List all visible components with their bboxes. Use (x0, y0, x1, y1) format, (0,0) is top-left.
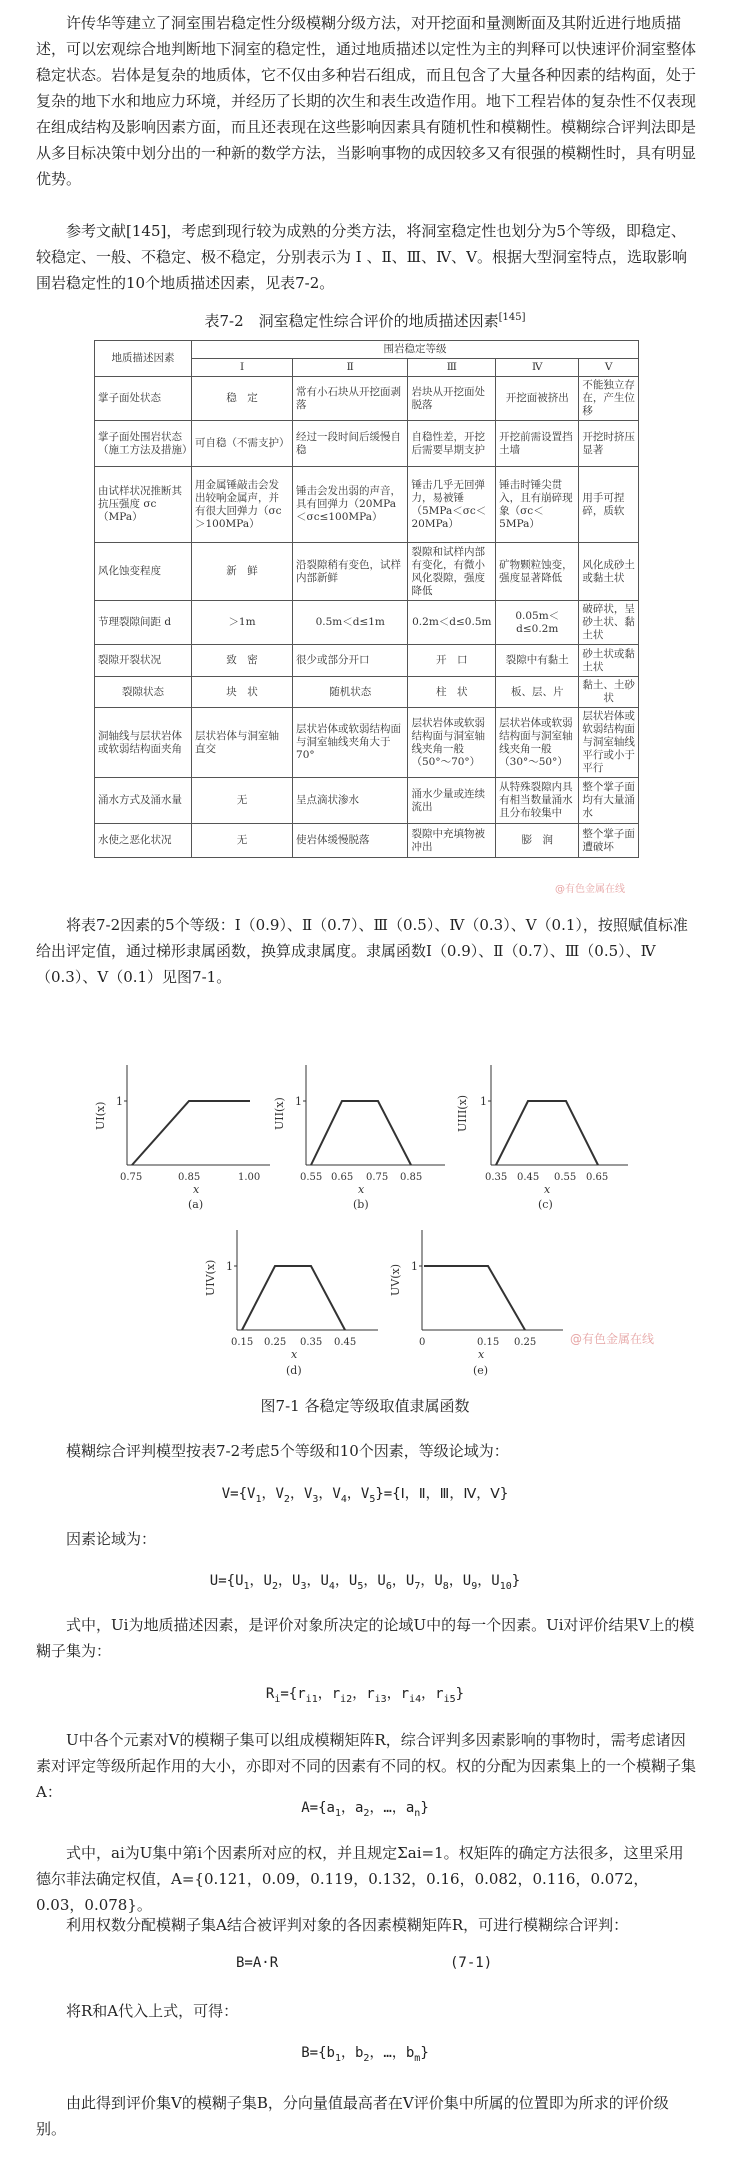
table-cell: 从特殊裂隙内具有相当数量涌水且分布较集中 (496, 778, 579, 824)
panel-d-curve (242, 1266, 345, 1330)
table-cell: 裂隙中有黏土 (496, 645, 579, 677)
panel-c-tick-1: 0.45 (517, 1172, 540, 1183)
paragraph-factor-domain: 因素论域为： (66, 1530, 157, 1548)
table-cell: 锤击会发出弱的声音，具有回弹力（20MPa＜σc≤100MPa） (293, 467, 408, 543)
panel-e-y-tick-label: 1 (411, 1260, 418, 1273)
table-cell: 随机状态 (293, 677, 408, 708)
formula-weight-set: $A=\{a_1$，$a_2$，…，$a_n$} (301, 1800, 429, 1819)
table-cell: 锤击时锤尖贯入，且有崩碎现象（σc＜5MPa） (496, 467, 579, 543)
paragraph-grading: 参考文献[145]，考虑到现行较为成熟的分类方法，将洞室稳定性也划分为5个等级，即稳定、较稳定、一般、不稳定、极不稳定，分别表示为 Ⅰ 、Ⅱ、Ⅲ、Ⅳ、Ⅴ。根据大型洞室特点，选取影响围岩稳定性的10个地质描述因素，见表7-2。 (36, 222, 687, 292)
paragraph-evaluation: 利用权数分配模糊子集A结合被评判对象的各因素模糊矩阵R，可进行模糊综合评判： (66, 1916, 629, 1934)
table-cell: 使岩体缓慢脱落 (293, 824, 408, 858)
table-cell: 自稳性差，开挖后需要早期支护 (408, 421, 496, 467)
table-cell: 矿物颗粒蚀变，强度显著降低 (496, 543, 579, 601)
table-cell: 0.2m＜d≤0.5m (408, 601, 496, 645)
panel-a-curve (132, 1101, 250, 1165)
table-cell: 常有小石块从开挖面剥落 (293, 377, 408, 421)
panel-c-tick-3: 0.65 (586, 1172, 609, 1183)
panel-d-y-tick-label: 1 (226, 1260, 233, 1273)
level-header-3: Ⅲ (408, 359, 496, 377)
table-row (95, 778, 639, 824)
level-header-5: Ⅴ (579, 359, 639, 377)
table-cell: 裂隙和试样内部有变化，有微小风化裂隙，强度降低 (408, 543, 496, 601)
paragraph-conclusion: 由此得到评价集V的模糊子集B，分向量值最高者在V评价集中所属的位置即为所求的评价级别。 (36, 2094, 669, 2138)
panel-a-x-label: x (193, 1183, 200, 1196)
table-cell: 柱 状 (408, 677, 496, 708)
table-cell: 层状岩体与洞室轴直交 (192, 708, 293, 778)
paragraph-fuzzy-subset: 式中，Ui为地质描述因素，是评价对象所决定的论域U中的每一个因素。Ui对评价结果V上的模糊子集为： (36, 1616, 695, 1660)
table-group-header: 围岩稳定等级 (192, 341, 639, 359)
table-cell: 膨 润 (496, 824, 579, 858)
panel-e (389, 1230, 563, 1377)
table-cell: 很少或部分开口 (293, 645, 408, 677)
table-cell: 层状岩体或软弱结构面与洞室轴线夹角一般（30°～50°） (496, 708, 579, 778)
panel-e-tick-0: 0 (419, 1337, 426, 1348)
table-row (95, 467, 639, 543)
table-cell: 板、层、片 (496, 677, 579, 708)
panel-b (273, 1065, 445, 1211)
table-cell: 无 (192, 824, 293, 858)
table-cell: 开 口 (408, 645, 496, 677)
table-cell: 用手可捏碎，质软 (579, 467, 639, 543)
table-cell: 岩块从开挖面处脱落 (408, 377, 496, 421)
panel-d (204, 1230, 378, 1377)
figure-watermark: @有色金属在线 (570, 1332, 655, 1346)
panel-c (456, 1065, 628, 1211)
panel-a-tick-2: 1.00 (238, 1172, 261, 1183)
table-cell: 致 密 (192, 645, 293, 677)
factor-cell: 涌水方式及涌水量 (95, 778, 192, 824)
factor-cell: 裂隙开裂状况 (95, 645, 192, 677)
panel-a-tick-1: 0.85 (178, 1172, 201, 1183)
panel-a (94, 1065, 270, 1211)
table-cell: 0.05m＜d≤0.2m (496, 601, 579, 645)
panel-c-label: (c) (538, 1198, 553, 1211)
table-cell: 锤击几乎无回弹力，易被锤（5MPa＜σc＜20MPa） (408, 467, 496, 543)
panel-c-x-label: x (544, 1183, 551, 1196)
table-caption-text: 表7-2 洞室稳定性综合评价的地质描述因素 (204, 312, 499, 330)
paragraph-membership: 将表7-2因素的5个等级：Ⅰ（0.9）、Ⅱ（0.7）、Ⅲ（0.5）、Ⅳ（0.3）、Ⅴ（0.1），按照赋值标准给出评定值，通过梯形隶属函数，换算成隶属度。隶属函数Ⅰ（0.9）、Ⅱ（0.7）、Ⅲ（0.5）、Ⅳ（0.3）、Ⅴ（0.1）见图7-1。 (36, 916, 688, 986)
panel-b-label: (b) (353, 1198, 369, 1211)
panel-c-curve (496, 1101, 598, 1165)
table-cell: 开挖时挤压显著 (579, 421, 639, 467)
table-cell: 砂土状或黏土状 (579, 645, 639, 677)
factor-cell: 节理裂隙间距 d (95, 601, 192, 645)
panel-b-y-label: UII(x) (273, 1097, 286, 1130)
table-caption (0, 310, 730, 331)
panel-d-tick-0: 0.15 (231, 1337, 254, 1348)
equation-number: (7-1) (450, 1955, 493, 1971)
panel-d-tick-1: 0.25 (264, 1337, 287, 1348)
table-corner-header: 地质描述因素 (95, 341, 192, 377)
table-cell: 层状岩体或软弱结构面与洞室轴线平行或小于平行 (579, 708, 639, 778)
table-cell: 无 (192, 778, 293, 824)
panel-c-y-label: UIII(x) (456, 1094, 469, 1132)
table-row (95, 543, 639, 601)
formula-fuzzy-subset: $R_i=\{r_{i1}$，$r_{i2}$，$r_{i3}$，$r_{i4}$，$r_{i5}$} (265, 1686, 465, 1705)
factor-cell: 裂隙状态 (95, 677, 192, 708)
formula-result: $B=\{b_1$，$b_2$，…，$b_m$} (301, 2045, 429, 2064)
panel-a-tick-0: 0.75 (120, 1172, 143, 1183)
table-cell: 开挖前需设置挡土墙 (496, 421, 579, 467)
panel-e-tick-1: 0.15 (477, 1337, 500, 1348)
paragraph-intro: 许传华等建立了洞室围岩稳定性分级模糊分级方法，对开挖面和量测断面及其附近进行地质描述，可以宏观综合地判断地下洞室的稳定性，通过地质描述以定性为主的判释可以快速评价洞室整体稳定状态。岩体是复杂的地质体，它不仅由多种岩石组成，而且包含了大量各种因素的结构面，处于复杂的地下水和地应力环境，并经历了长期的次生和表生改造作用。地下工程岩体的复杂性不仅表现在组成结构及影响因素方面，而且还表现在这些影响因素具有随机性和模糊性。模糊综合评判法即是从多目标决策中划分出的一种新的数学方法，当影响事物的成因较多又有很强的模糊性时，具有明显优势。 (36, 14, 697, 188)
table-cell: 不能独立存在，产生位移 (579, 377, 639, 421)
table-cell: 整个掌子面均有大量涌水 (579, 778, 639, 824)
table-cell: 稳 定 (192, 377, 293, 421)
table-cell: ＞1m (192, 601, 293, 645)
table-cell: 呈点滴状渗水 (293, 778, 408, 824)
formula-level-domain: $V=\{V_1$，$V_2$，$V_3$，$V_4$，$V_5\}=\{Ⅰ$，Ⅱ，Ⅲ，Ⅳ，Ⅴ} (221, 1486, 509, 1505)
factor-cell: 水使之恶化状况 (95, 824, 192, 858)
factor-cell: 风化蚀变程度 (95, 543, 192, 601)
table-cell: 沿裂隙稍有变色，试样内部新鲜 (293, 543, 408, 601)
panel-d-y-label: UIV(x) (204, 1259, 217, 1296)
table-row (95, 708, 639, 778)
table-cell: 整个掌子面遭破坏 (579, 824, 639, 858)
panel-e-x-label: x (478, 1348, 485, 1361)
panel-d-label: (d) (286, 1364, 302, 1377)
panel-b-curve (311, 1101, 411, 1165)
table-cell: 黏土、土砂状 (579, 677, 639, 708)
formula-evaluation: B=A·R (7-1) (236, 1955, 493, 1971)
table-cell: 可自稳（不需支护） (192, 421, 293, 467)
panel-b-y-tick-label: 1 (295, 1095, 302, 1108)
paragraph-weights: U中各个元素对V的模糊子集可以组成模糊矩阵R，综合评判多因素影响的事物时，需考虑诸因素对评定等级所起作用的大小，亦即对不同的因素有不同的权。权的分配为因素集上的一个模糊子集A： (36, 1731, 697, 1801)
table-row (95, 677, 639, 708)
panel-d-tick-2: 0.35 (300, 1337, 323, 1348)
panel-d-tick-3: 0.45 (334, 1337, 357, 1348)
panel-b-tick-3: 0.85 (400, 1172, 423, 1183)
table-row (95, 421, 639, 467)
panel-d-x-label: x (291, 1348, 298, 1361)
table-cell: 块 状 (192, 677, 293, 708)
table-row (95, 377, 639, 421)
table-cell: 开挖面被挤出 (496, 377, 579, 421)
table-cell: 风化成砂土或黏土状 (579, 543, 639, 601)
factor-cell: 洞轴线与层状岩体或软弱结构面夹角 (95, 708, 192, 778)
panel-a-label: (a) (188, 1198, 204, 1211)
table-cell: 破碎状，呈砂土状、黏土状 (579, 601, 639, 645)
formula-factor-domain: $U=\{U_1$，$U_2$，$U_3$，$U_4$，$U_5$，$U_6$，$U_7$，$U_8$，$U_9$，$U_{10}$} (209, 1573, 521, 1592)
panel-b-tick-1: 0.65 (331, 1172, 354, 1183)
panel-e-y-label: UV(x) (389, 1263, 402, 1296)
table-cell: 用金属锤敲击会发出较响金属声，并有很大回弹力（σc＞100MPa） (192, 467, 293, 543)
panel-c-tick-0: 0.35 (485, 1172, 508, 1183)
panel-e-label: (e) (473, 1364, 489, 1377)
paragraph-level-domain: 模糊综合评判模型按表7-2考虑5个等级和10个因素，等级论域为： (66, 1442, 509, 1460)
table-cell: 经过一段时间后缓慢自稳 (293, 421, 408, 467)
panel-a-y-tick-label: 1 (116, 1095, 123, 1108)
level-header-2: Ⅱ (293, 359, 408, 377)
panel-b-tick-0: 0.55 (300, 1172, 323, 1183)
table-cell: 层状岩体或软弱结构面与洞室轴线夹角一般（50°～70°） (408, 708, 496, 778)
panel-c-y-tick-label: 1 (480, 1095, 487, 1108)
table-row (95, 824, 639, 858)
factor-cell: 掌子面处状态 (95, 377, 192, 421)
factor-cell: 由试样状况推断其抗压强度 σc（MPa） (95, 467, 192, 543)
panel-c-tick-2: 0.55 (554, 1172, 577, 1183)
panel-e-tick-2: 0.25 (514, 1337, 537, 1348)
table-caption-ref: [145] (498, 312, 526, 323)
figure-caption: 图7-1 各稳定等级取值隶属函数 (260, 1397, 470, 1415)
table-cell: 裂隙中充填物被冲出 (408, 824, 496, 858)
panel-e-curve (424, 1266, 525, 1330)
geology-factor-table (94, 340, 639, 858)
table-cell: 层状岩体或软弱结构面与洞室轴线夹角大于70° (293, 708, 408, 778)
panel-b-tick-2: 0.75 (366, 1172, 389, 1183)
table-row (95, 645, 639, 677)
table-cell: 涌水少量或连续流出 (408, 778, 496, 824)
table-row (95, 601, 639, 645)
panel-b-x-label: x (358, 1183, 365, 1196)
table-watermark: @有色金属在线 (555, 884, 625, 895)
table-cell: 新 鲜 (192, 543, 293, 601)
factor-cell: 掌子面处围岩状态（施工方法及措施） (95, 421, 192, 467)
panel-a-y-label: UI(x) (94, 1101, 107, 1130)
level-header-4: Ⅳ (496, 359, 579, 377)
paragraph-weight-values: 式中，ai为U集中第i个因素所对应的权，并且规定Σai=1。权矩阵的确定方法很多，这里采用德尔菲法确定权值，A={0.121，0.09，0.119，0.132，0.16，0.082，0.116，0.072，0.03，0.078}。 (36, 1844, 684, 1914)
paragraph-substitute: 将R和A代入上式，可得： (66, 2002, 239, 2020)
table-cell: 0.5m＜d≤1m (293, 601, 408, 645)
level-header-1: Ⅰ (192, 359, 293, 377)
